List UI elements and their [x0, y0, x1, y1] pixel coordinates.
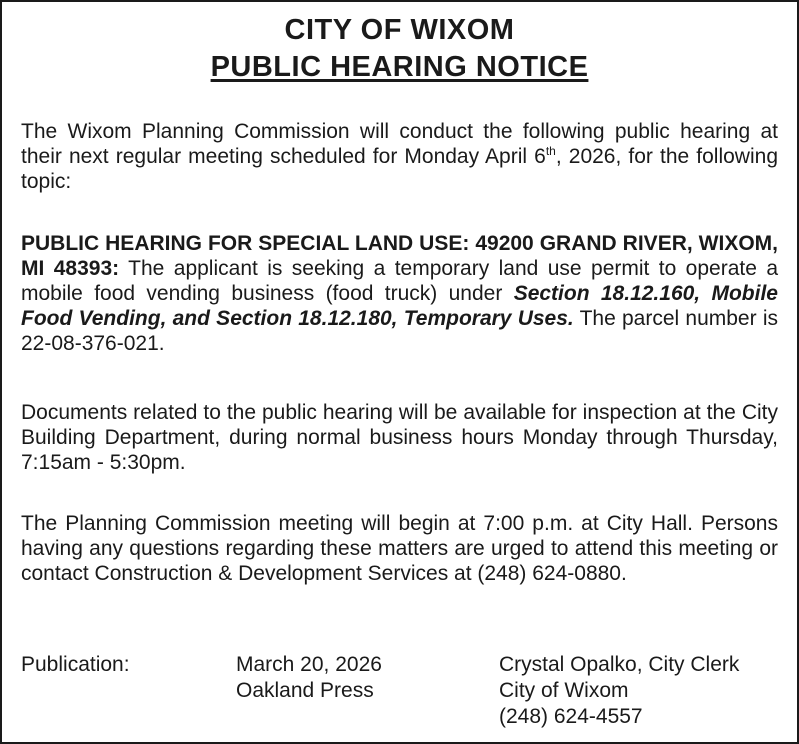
- publication-info-block: [236, 652, 382, 704]
- publication-name: Oakland Press: [236, 679, 374, 702]
- intro-text: The Wixom Planning Commission will conduct the following public hearing at their next regular meeting scheduled for Monday April 6: [21, 120, 778, 168]
- publication-date: March 20, 2026: [236, 653, 382, 676]
- intro-text-end: , 2026, for the following topic:: [21, 145, 778, 193]
- hearing-topic-paragraph: [21, 231, 778, 356]
- publication-label: Publication:: [21, 653, 130, 676]
- clerk-name: Crystal Opalko, City Clerk: [499, 653, 740, 676]
- meeting-info-paragraph: The Planning Commission meeting will begin at 7:00 p.m. at City Hall. Persons having any questions regarding these matters are urged to attend this meeting or contact Construction & Development Services at (248) 624-0880.: [21, 512, 778, 585]
- documents-paragraph: Documents related to the public hearing will be available for inspection at the City Building Department, during normal business hours Monday through Thursday, 7:15am - 5:30pm.: [21, 401, 778, 474]
- ordinal-suffix: th: [545, 144, 556, 158]
- parcel-number-text: The parcel number is 22-08-376-021.: [21, 307, 778, 355]
- clerk-city: City of Wixom: [499, 679, 629, 702]
- notice-title-heading-text: PUBLIC HEARING NOTICE: [210, 51, 589, 83]
- intro-paragraph: [21, 119, 778, 194]
- hearing-topic-heading: PUBLIC HEARING FOR SPECIAL LAND USE: 49200 GRAND RIVER, WIXOM, MI 48393:: [21, 232, 778, 280]
- notice-title-city: CITY OF WIXOM: [284, 14, 515, 46]
- clerk-phone: (248) 624-4557: [499, 705, 643, 728]
- hearing-topic-text: The applicant is seeking a temporary land use permit to operate a mobile food vending business (food truck) under: [21, 257, 778, 305]
- clerk-signature-block: [499, 652, 739, 730]
- notice-title-heading: [2, 51, 797, 83]
- publication-label-block: [21, 652, 130, 678]
- ordinance-reference: Section 18.12.160, Mobile Food Vending, and Section 18.12.180, Temporary Uses.: [21, 282, 778, 330]
